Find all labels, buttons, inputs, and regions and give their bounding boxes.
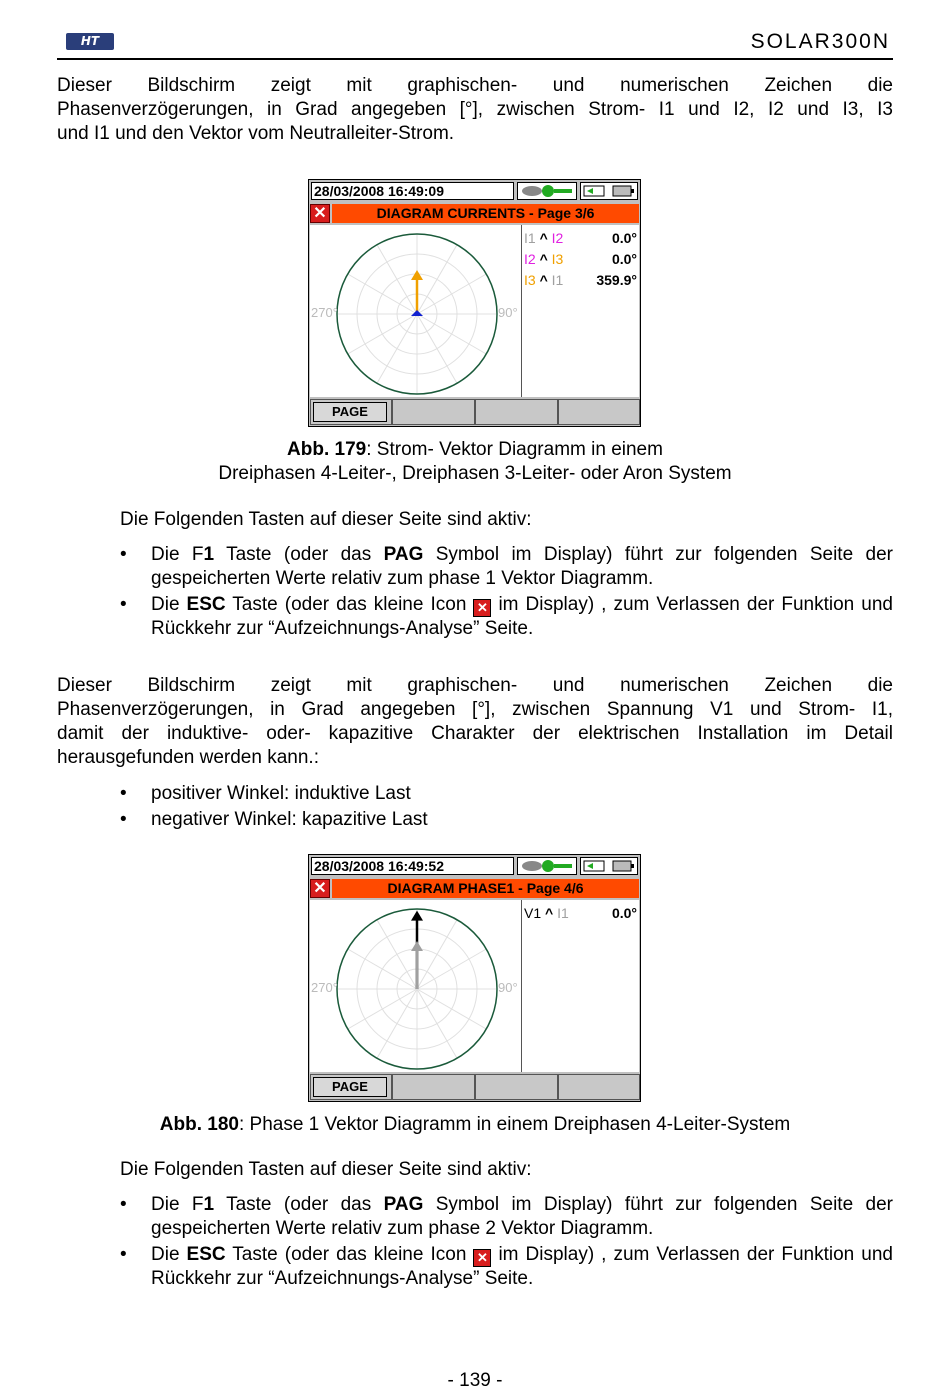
- phase-angle-value: 359.9°: [596, 272, 637, 288]
- list-item: • positiver Winkel: induktive Last: [120, 782, 893, 806]
- paragraph-line: Phasenverzögerungen, in Grad angegeben [°], zwischen Strom- I1 und I2, I2 und I3, I3: [57, 99, 893, 120]
- vector-head: [411, 310, 423, 316]
- phase-angle-row: [522, 270, 639, 290]
- header-rule: [57, 58, 893, 60]
- page-button[interactable]: PAGE: [313, 402, 387, 422]
- grid-spoke: [348, 949, 417, 989]
- paragraph-line: Phasenverzögerungen, in Grad angegeben [°], zwischen Spannung V1 und Strom- I1,: [57, 699, 893, 720]
- phase-pair-label: I1 ^ I2: [524, 230, 564, 246]
- caption-text: Dreiphasen 4-Leiter-, Dreiphasen 3-Leiter- oder Aron System: [218, 463, 732, 484]
- keys-list-2: [120, 1193, 893, 1293]
- grid-spoke: [377, 920, 417, 989]
- angle-meaning-list: [120, 782, 893, 834]
- grid-spoke: [348, 989, 417, 1029]
- battery-icon: [580, 857, 638, 875]
- close-icon[interactable]: ✕: [310, 204, 330, 223]
- angle-label-90: 90°: [498, 980, 518, 995]
- phase-angle-row: [522, 903, 639, 923]
- figure-caption-179: [0, 438, 950, 486]
- angle-label-90: 90°: [498, 305, 518, 320]
- device-screen-phase1: [308, 854, 641, 1102]
- phase-pair-label: I2 ^ I3: [524, 251, 564, 267]
- grid-spoke: [417, 949, 486, 989]
- screen-datetime: 28/03/2008 16:49:52: [311, 857, 514, 875]
- phase-angle-row: [522, 228, 639, 248]
- esc-icon: ✕: [473, 1249, 491, 1267]
- paragraph-line: damit der induktive- oder- kapazitive Charakter der elektrischen Installation im Detail: [57, 723, 893, 744]
- softkey-f4[interactable]: [558, 1074, 640, 1100]
- caption-text: : Strom- Vektor Diagramm in einem: [366, 439, 663, 460]
- grid-spoke: [417, 274, 486, 314]
- screen-title: DIAGRAM PHASE1 - Page 4/6: [332, 879, 639, 898]
- grid-spoke: [417, 989, 486, 1029]
- page-number: - 139 -: [447, 1370, 503, 1391]
- grid-spoke: [348, 314, 417, 354]
- softkey-f4[interactable]: [558, 399, 640, 425]
- keys-list-1: [120, 543, 893, 643]
- keys-intro: Die Folgenden Tasten auf dieser Seite sind aktiv:: [120, 509, 532, 530]
- intro-paragraph-2: [57, 674, 893, 770]
- angle-label-270: 270°: [311, 980, 338, 995]
- phase-angle-value: 0.0°: [611, 230, 637, 246]
- vector-head: [411, 911, 423, 921]
- phase-angle-value: 0.0°: [611, 251, 637, 267]
- list-item: • negativer Winkel: kapazitive Last: [120, 808, 893, 832]
- device-screen-currents: [308, 179, 641, 427]
- phase-angle-row: [522, 249, 639, 269]
- phase-pair-label: V1 ^ I1: [524, 905, 569, 921]
- figure-caption-180: [0, 1113, 950, 1137]
- grid-spoke: [417, 920, 457, 989]
- grid-spoke: [417, 989, 457, 1058]
- close-icon[interactable]: ✕: [310, 879, 330, 898]
- list-item: • Die ESC Taste (oder das kleine Icon ✕ im Display) , zum Verlassen der Funktion und Rückkehr zur “Aufzeichnungs-Analyse” Seite.: [120, 593, 893, 641]
- grid-spoke: [348, 274, 417, 314]
- list-item: • Die F1 Taste (oder das PAG Symbol im Display) führt zur folgenden Seite der gespeicherten Werte relativ zum phase 1 Vektor Diagramm.: [120, 543, 893, 591]
- softkey-f3[interactable]: [475, 1074, 558, 1100]
- grid-spoke: [417, 314, 486, 354]
- grid-spoke: [377, 989, 417, 1058]
- softkey-f2[interactable]: [392, 399, 475, 425]
- vector-head: [411, 941, 423, 951]
- caption-text: : Phase 1 Vektor Diagramm in einem Dreiphasen 4-Leiter-System: [238, 1114, 791, 1135]
- keys-intro: Die Folgenden Tasten auf dieser Seite sind aktiv:: [120, 1159, 532, 1180]
- screen-title: DIAGRAM CURRENTS - Page 3/6: [332, 204, 639, 223]
- vector-arrow: [411, 310, 423, 316]
- screen-datetime: 28/03/2008 16:49:09: [311, 182, 514, 200]
- battery-icon: [580, 182, 638, 200]
- paragraph-line: Dieser Bildschirm zeigt mit graphischen- und numerischen Zeichen die: [57, 75, 893, 96]
- paragraph-line: und I1 und den Vektor vom Neutralleiter-Strom.: [57, 123, 455, 144]
- list-item: • Die F1 Taste (oder das PAG Symbol im Display) führt zur folgenden Seite der gespeicherten Werte relativ zum phase 2 Vektor Diagramm.: [120, 1193, 893, 1241]
- vector-diagram: [310, 225, 521, 397]
- product-name: SOLAR300N: [750, 30, 890, 53]
- angle-label-270: 270°: [311, 305, 338, 320]
- softkey-f3[interactable]: [475, 399, 558, 425]
- screen-divider: [521, 900, 522, 1072]
- phase-angle-value: 0.0°: [611, 905, 637, 921]
- connection-icon: [517, 182, 577, 200]
- caption-label: Abb. 179: [287, 439, 367, 460]
- vector-head: [411, 270, 423, 280]
- paragraph-line: herausgefunden werden kann.:: [57, 747, 319, 768]
- phase-pair-label: I3 ^ I1: [524, 272, 564, 288]
- ht-logo: HT: [66, 33, 114, 50]
- grid-spoke: [377, 245, 417, 314]
- vector-diagram: [310, 900, 521, 1072]
- grid-spoke: [417, 245, 457, 314]
- softkey-f2[interactable]: [392, 1074, 475, 1100]
- grid-spoke: [417, 314, 457, 383]
- caption-label: Abb. 180: [159, 1114, 239, 1135]
- grid-spoke: [377, 314, 417, 383]
- esc-icon: ✕: [473, 599, 491, 617]
- paragraph-line: Dieser Bildschirm zeigt mit graphischen- und numerischen Zeichen die: [57, 675, 893, 696]
- intro-paragraph-1: [57, 74, 893, 146]
- connection-icon: [517, 857, 577, 875]
- page-button[interactable]: PAGE: [313, 1077, 387, 1097]
- list-item: • Die ESC Taste (oder das kleine Icon ✕ im Display) , zum Verlassen der Funktion und Rückkehr zur “Aufzeichnungs-Analyse” Seite.: [120, 1243, 893, 1291]
